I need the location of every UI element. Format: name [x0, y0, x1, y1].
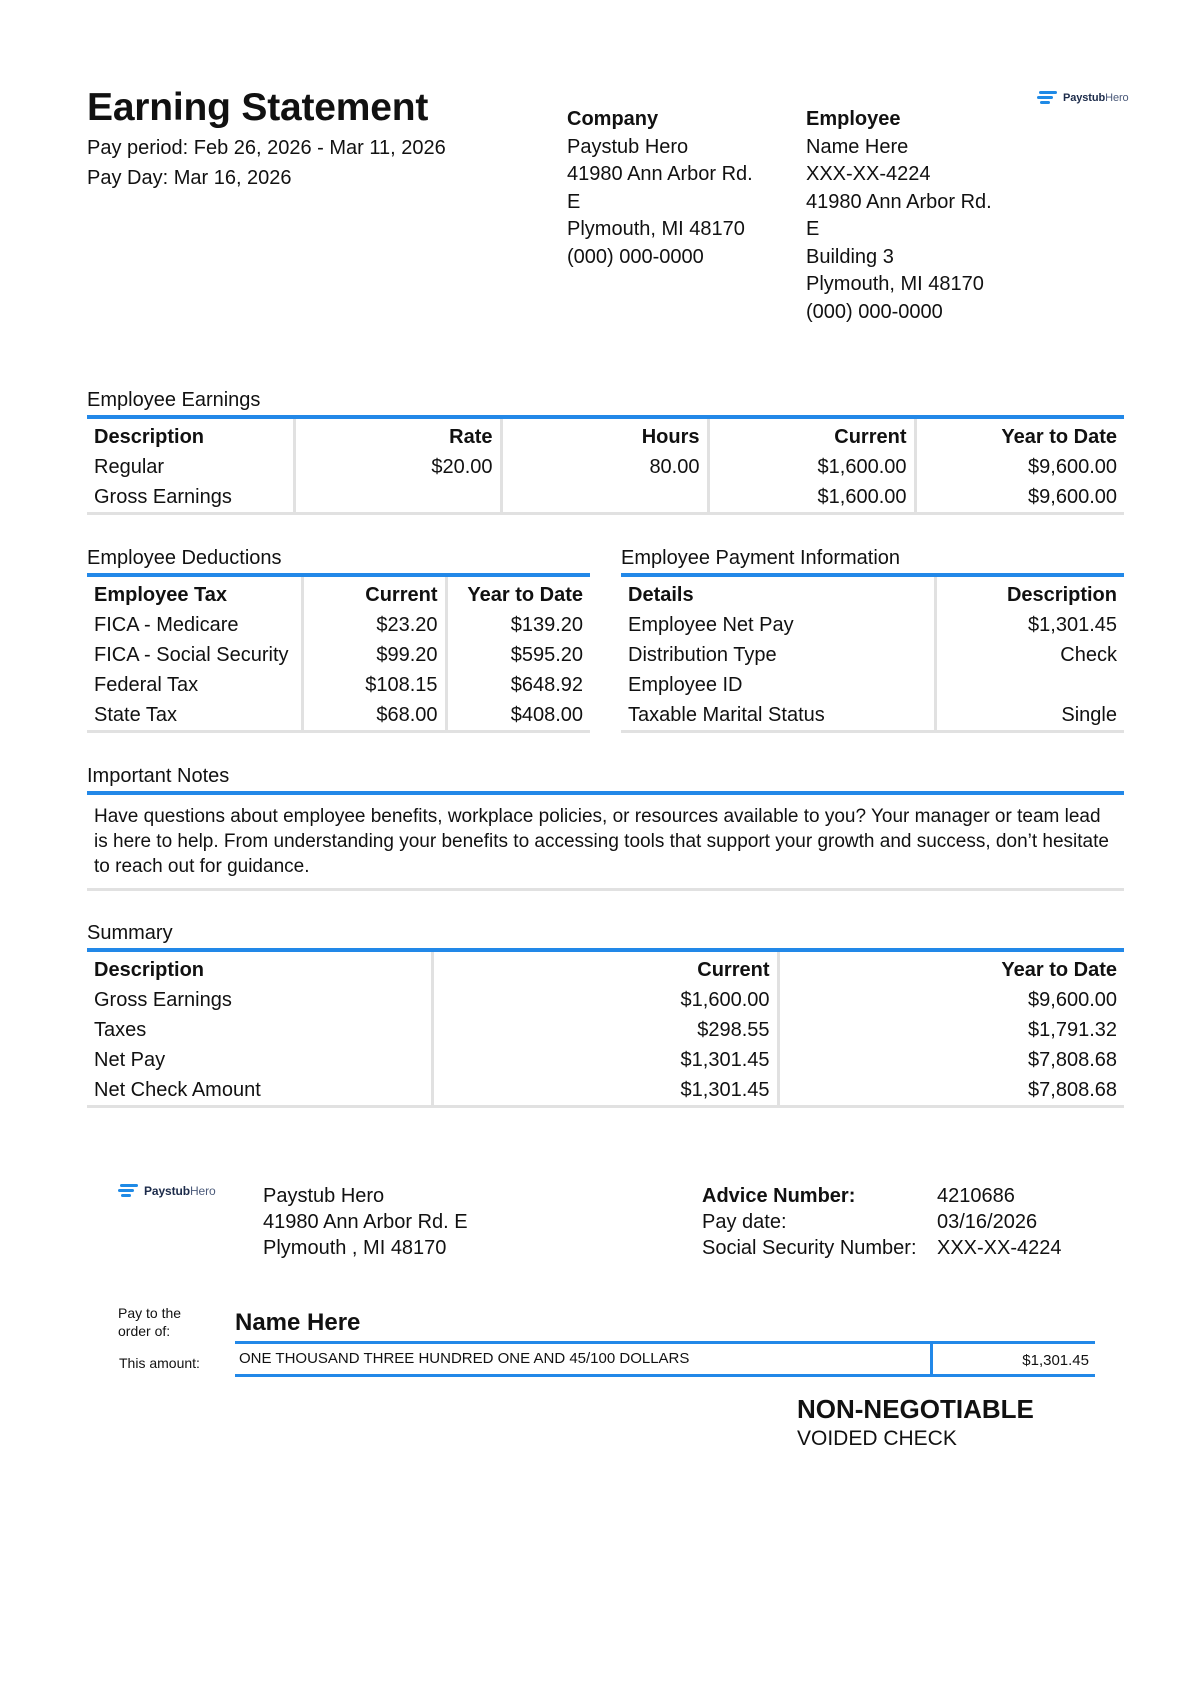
voided-check-label: VOIDED CHECK — [797, 1427, 957, 1450]
employee-address-1: 41980 Ann Arbor Rd. — [806, 190, 992, 213]
table-row — [621, 700, 1124, 732]
check-company-city: Plymouth , MI 48170 — [263, 1237, 447, 1259]
employee-name: Name Here — [806, 135, 909, 158]
pay-date-label: Pay date: — [702, 1211, 787, 1233]
amount-label: This amount: — [119, 1355, 200, 1371]
table-row — [87, 610, 590, 640]
table-cell: 80.00 — [501, 452, 708, 482]
table-cell: $595.20 — [446, 640, 590, 670]
table-header-row — [87, 575, 590, 610]
table-cell: Net Pay — [94, 1049, 166, 1071]
table-cell: $9,600.00 — [915, 452, 1124, 482]
company-name: Paystub Hero — [567, 135, 689, 158]
company-city: Plymouth, MI 48170 — [567, 218, 745, 240]
table-cell: Gross Earnings — [94, 989, 232, 1011]
col-header-hours: Hours — [501, 417, 708, 452]
col-header-current: Current — [302, 575, 446, 610]
company-address-1: 41980 Ann Arbor Rd. — [567, 163, 753, 185]
paystub-logo-icon — [1037, 90, 1059, 105]
check-company-block — [263, 1183, 468, 1261]
table-cell: FICA - Social Security — [94, 644, 289, 666]
summary-table — [87, 948, 1124, 1108]
table-header-row — [87, 417, 1124, 452]
table-cell — [294, 482, 501, 514]
table-header-row — [621, 575, 1124, 610]
deductions-section-title: Employee Deductions — [87, 547, 282, 569]
table-cell: Regular — [94, 456, 165, 478]
table-row — [87, 640, 590, 670]
table-cell: $1,791.32 — [778, 1015, 1124, 1045]
table-cell: Single — [935, 700, 1124, 732]
table-row — [621, 640, 1124, 670]
amount-in-words: ONE THOUSAND THREE HUNDRED ONE AND 45/100 DOLLARS — [239, 1350, 690, 1367]
table-cell: $408.00 — [446, 700, 590, 732]
brand-logo-text: PaystubHero — [1063, 91, 1129, 104]
employee-phone: (000) 000-0000 — [806, 300, 943, 323]
notes-box — [87, 791, 1124, 891]
paystub-logo-icon — [118, 1183, 140, 1198]
col-header-ytd: Year to Date — [915, 417, 1124, 452]
check-advice-values — [937, 1183, 1062, 1261]
advice-number-value: 4210686 — [937, 1185, 1015, 1207]
check-company-name: Paystub Hero — [263, 1185, 385, 1207]
employee-address-3: Building 3 — [806, 245, 894, 268]
advice-number-label: Advice Number: — [702, 1185, 856, 1207]
col-header-ytd: Year to Date — [778, 950, 1124, 985]
table-cell: $23.20 — [302, 610, 446, 640]
table-cell: Federal Tax — [94, 674, 199, 696]
table-cell: Employee Net Pay — [628, 614, 794, 636]
notes-section-title: Important Notes — [87, 765, 230, 787]
pay-day: Pay Day: Mar 16, 2026 — [87, 167, 292, 189]
pay-date-value: 03/16/2026 — [937, 1211, 1038, 1233]
table-row — [87, 482, 1124, 514]
col-header-rate: Rate — [294, 417, 501, 452]
col-header-current: Current — [432, 950, 778, 985]
payment-info-table — [621, 573, 1124, 733]
col-header-details: Details — [628, 584, 694, 606]
employee-block — [806, 106, 992, 326]
earnings-section-title: Employee Earnings — [87, 389, 261, 411]
table-cell: $648.92 — [446, 670, 590, 700]
table-row — [87, 1015, 1124, 1045]
table-cell: $7,808.68 — [778, 1075, 1124, 1107]
ssn-value: XXX-XX-4224 — [937, 1237, 1062, 1259]
brand-logo — [1037, 90, 1129, 105]
check-company-address: 41980 Ann Arbor Rd. E — [263, 1211, 468, 1233]
employee-ssn: XXX-XX-4224 — [806, 163, 931, 185]
col-header-description: Description — [94, 959, 205, 981]
table-row — [87, 670, 590, 700]
table-cell: Check — [935, 640, 1124, 670]
check-brand-logo — [118, 1183, 216, 1198]
table-row — [621, 610, 1124, 640]
table-row — [87, 452, 1124, 482]
col-header-employee-tax: Employee Tax — [94, 584, 228, 606]
notes-text: Have questions about employee benefits, workplace policies, or resources available to you? Your manager or team lead is here to help. From understanding your benefits to accessing tools that support your growth and success, don’t hesitate to reach out for guidance. — [94, 806, 1109, 877]
summary-section-title: Summary — [87, 922, 173, 944]
table-cell: $99.20 — [302, 640, 446, 670]
table-cell: $1,600.00 — [432, 985, 778, 1015]
table-cell: $108.15 — [302, 670, 446, 700]
non-negotiable-label: NON-NEGOTIABLE — [797, 1394, 1034, 1424]
deductions-table — [87, 573, 590, 733]
table-cell: $1,301.45 — [935, 610, 1124, 640]
table-row — [87, 1075, 1124, 1107]
pay-to-line-2: order of: — [118, 1323, 171, 1339]
table-cell: State Tax — [87, 700, 302, 732]
table-cell: Taxes — [94, 1019, 147, 1041]
col-header-current: Current — [708, 417, 915, 452]
table-header-row — [87, 950, 1124, 985]
company-block — [567, 106, 753, 271]
table-cell: Net Check Amount — [87, 1075, 432, 1107]
table-cell: $1,600.00 — [708, 482, 915, 514]
table-cell: $1,301.45 — [432, 1045, 778, 1075]
employee-city: Plymouth, MI 48170 — [806, 273, 984, 295]
table-row — [87, 1045, 1124, 1075]
table-row — [87, 985, 1124, 1015]
amount-line — [235, 1341, 1095, 1377]
table-cell: $298.55 — [432, 1015, 778, 1045]
company-phone: (000) 000-0000 — [567, 245, 704, 268]
company-address-2: E — [567, 190, 581, 213]
table-cell: Distribution Type — [628, 644, 777, 666]
amount-number: $1,301.45 — [930, 1344, 1095, 1374]
col-header-description: Description — [935, 575, 1124, 610]
table-cell: $9,600.00 — [915, 482, 1124, 514]
table-cell: $7,808.68 — [778, 1045, 1124, 1075]
company-label: Company — [567, 108, 659, 130]
table-cell: $1,301.45 — [432, 1075, 778, 1107]
table-cell: $9,600.00 — [778, 985, 1124, 1015]
table-row — [87, 700, 590, 732]
earnings-table — [87, 415, 1124, 515]
table-cell — [935, 670, 1124, 700]
table-cell: $68.00 — [302, 700, 446, 732]
check-brand-logo-text: PaystubHero — [144, 1183, 216, 1198]
table-cell: Employee ID — [628, 674, 743, 696]
check-advice-labels — [702, 1183, 917, 1261]
table-cell: $1,600.00 — [708, 452, 915, 482]
employee-label: Employee — [806, 108, 901, 130]
statement-title: Earning Statement — [87, 86, 429, 129]
table-cell — [501, 482, 708, 514]
table-cell: $139.20 — [446, 610, 590, 640]
ssn-label: Social Security Number: — [702, 1237, 917, 1259]
table-row — [621, 670, 1124, 700]
table-cell: Taxable Marital Status — [621, 700, 935, 732]
payment-info-section-title: Employee Payment Information — [621, 547, 901, 569]
col-header-description: Description — [94, 426, 205, 448]
table-cell: Gross Earnings — [87, 482, 294, 514]
employee-address-2: E — [806, 218, 820, 240]
col-header-ytd: Year to Date — [446, 575, 590, 610]
table-cell: FICA - Medicare — [94, 614, 239, 636]
pay-period: Pay period: Feb 26, 2026 - Mar 11, 2026 — [87, 137, 446, 159]
pay-to-line-1: Pay to the — [118, 1305, 182, 1321]
pay-to-label — [118, 1304, 181, 1340]
payee-name: Name Here — [235, 1309, 361, 1336]
table-cell: $20.00 — [294, 452, 501, 482]
